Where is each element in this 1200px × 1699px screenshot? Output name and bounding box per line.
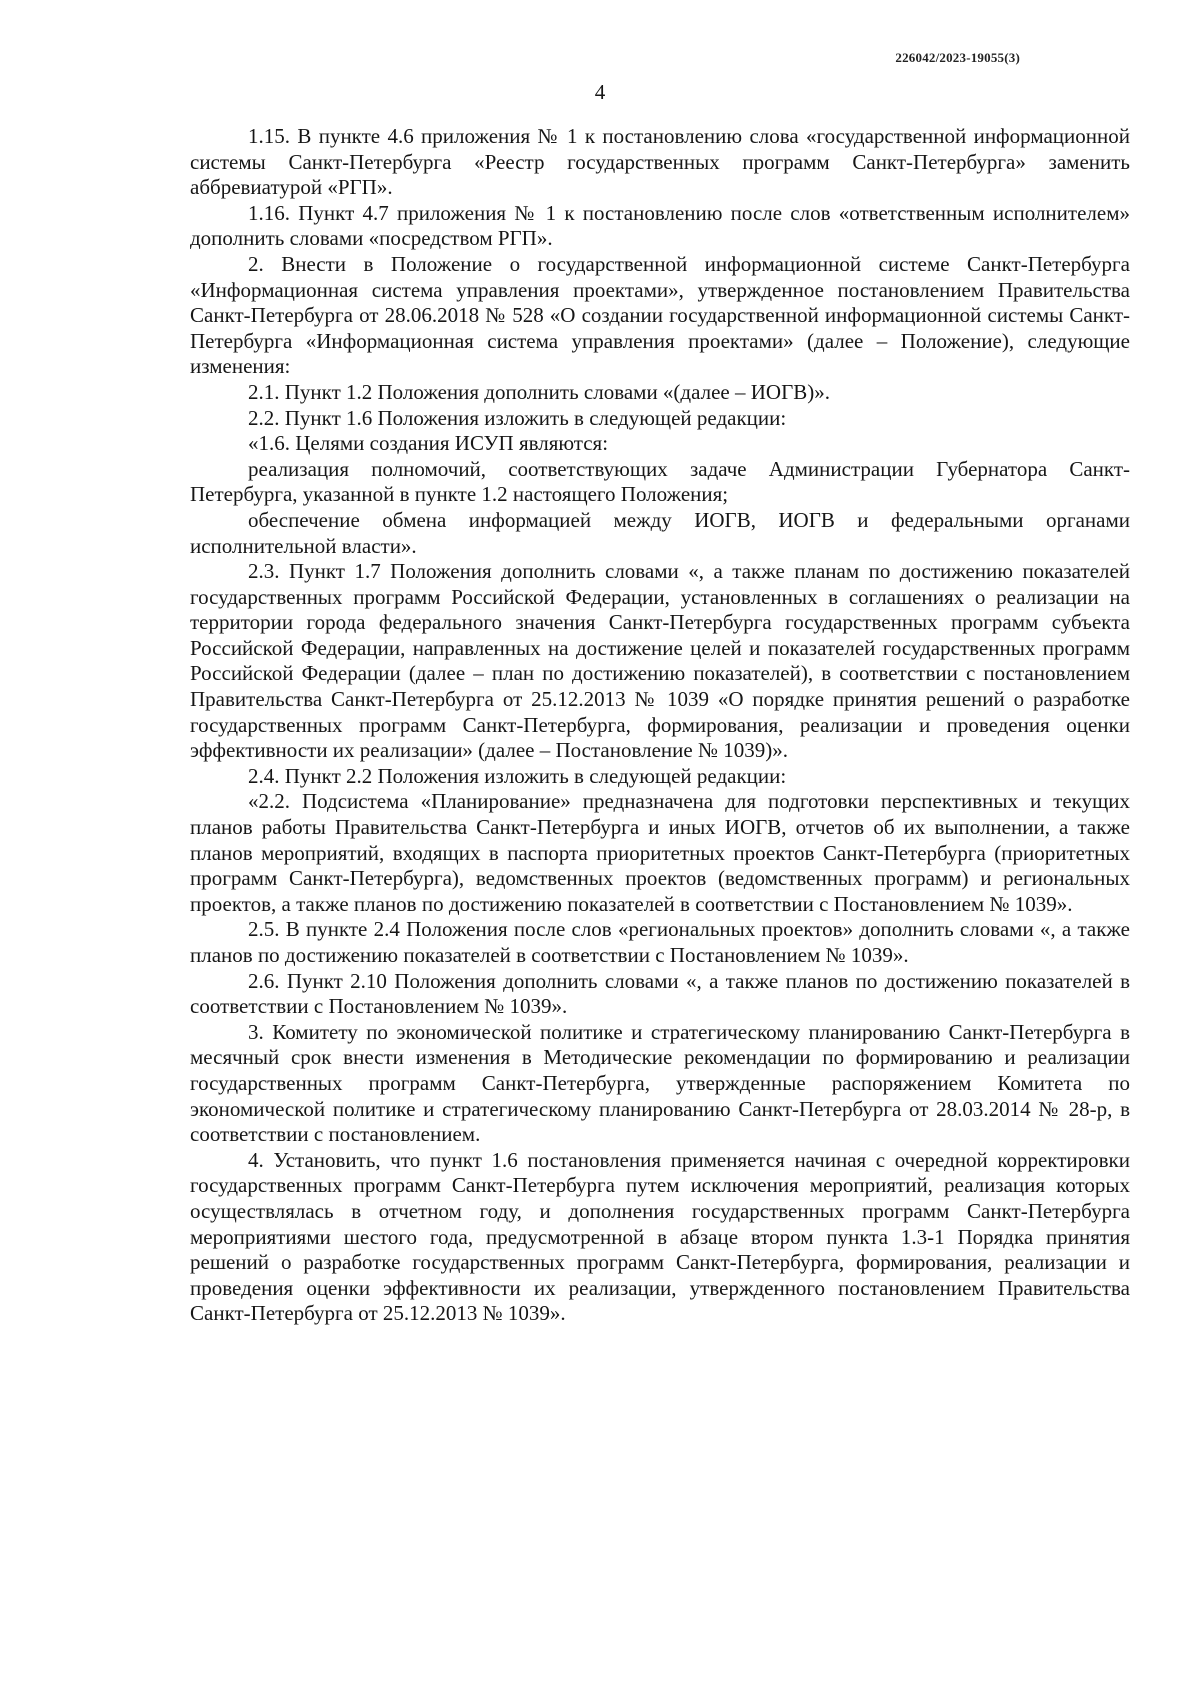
paragraph-1-15: 1.15. В пункте 4.6 приложения № 1 к постановлению слова «государственной информационной системы Санкт-Петербурга «Реестр государственных программ Санкт-Петербурга» заменить аббревиатурой «РГП». [190,124,1130,200]
paragraph-1-16: 1.16. Пункт 4.7 приложения № 1 к постановлению после слов «ответственным исполнителем» дополнить словами «посредством РГП». [190,200,1130,251]
paragraph-2-1: 2.1. Пункт 1.2 Положения дополнить словами «(далее – ИОГВ)». [248,379,830,404]
paragraph-2-2-text: «2.2. Подсистема «Планирование» предназначена для подготовки перспективных и текущих планов работы Правительства Санкт-Петербурга и иных ИОГВ, отчетов об их выполнении, а также планов мероприятий, входящих в паспорта приоритетных проектов Санкт-Петербурга (приоритетных программ Санкт-Петербурга), ведомственных проектов (ведомственных программ) и региональных проектов, а также планов по достижению показателей в соответствии с Постановлением № 1039». [190,789,1130,916]
paragraph-2-4: 2.4. Пункт 2.2 Положения изложить в следующей редакции: [248,763,787,788]
paragraph-2-3: 2.3. Пункт 1.7 Положения дополнить словами «, а также планам по достижению показателей государственных программ Российской Федерации, установленных в соглашениях о реализации на территории города федерального значения Санкт-Петербурга государственных программ субъекта Российской Федерации, направленных на достижение целей и показателей государственных программ Российской Федерации (далее – план по достижению показателей), в соответствии с постановлением Правительства Санкт-Петербурга от 25.12.2013 № 1039 «О порядке принятия решений о разработке государственных программ Санкт-Петербурга, формирования, реализации и проведения оценки эффективности их реализации» (далее – Постановление № 1039)». [190,559,1130,763]
paragraph-1-6-item-1: реализация полномочий, соответствующих задаче Администрации Губернатора Санкт-Петербурга, указанной в пункте 1.2 настоящего Положения; [190,456,1130,507]
paragraph-2-2: 2.2. Пункт 1.6 Положения изложить в следующей редакции: [248,405,787,430]
paragraph-4: 4. Установить, что пункт 1.6 постановления применяется начиная с очередной корректировки государственных программ Санкт-Петербурга путем исключения мероприятий, реализация которых осуществлялась в отчетном году, и дополнения государственных программ Санкт-Петербурга мероприятиями шестого года, предусмотренной в абзаце втором пункта 1.3-1 Порядка принятия решений о разработке государственных программ Санкт-Петербурга, формирования, реализации и проведения оценки эффективности их реализации, утвержденного постановлением Правительства Санкт-Петербурга от 25.12.2013 № 1039». [190,1147,1130,1326]
paragraph-1-6-heading: «1.6. Целями создания ИСУП являются: [248,431,609,456]
paragraph-2-5: 2.5. В пункте 2.4 Положения после слов «региональных проектов» дополнить словами «, а также планов по достижению показателей в соответствии с Постановлением № 1039». [190,917,1130,967]
document-body [190,124,1130,1327]
page-number: 4 [594,80,606,104]
paragraph-3: 3. Комитету по экономической политике и стратегическому планированию Санкт-Петербурга в месячный срок внести изменения в Методические рекомендации по формированию и реализации государственных программ Санкт-Петербурга, утвержденные распоряжением Комитета по экономической политике и стратегическому планированию Санкт-Петербурга от 28.03.2014 № 28-р, в соответствии с постановлением. [190,1019,1130,1147]
paragraph-1-6-item-2: обеспечение обмена информацией между ИОГВ, ИОГВ и федеральными органами исполнительной власти». [190,507,1130,558]
paragraph-2-6: 2.6. Пункт 2.10 Положения дополнить словами «, а также планов по достижению показателей в соответствии с Постановлением № 1039». [190,968,1130,1019]
paragraph-2: 2. Внести в Положение о государственной информационной системе Санкт-Петербурга «Информационная система управления проектами», утвержденное постановлением Правительства Санкт-Петербурга от 28.06.2018 № 528 «О создании государственной информационной системы Санкт-Петербурга «Информационная система управления проектами» (далее – Положение), следующие изменения: [190,251,1130,379]
document-id: 226042/2023-19055(3) [895,50,1020,65]
